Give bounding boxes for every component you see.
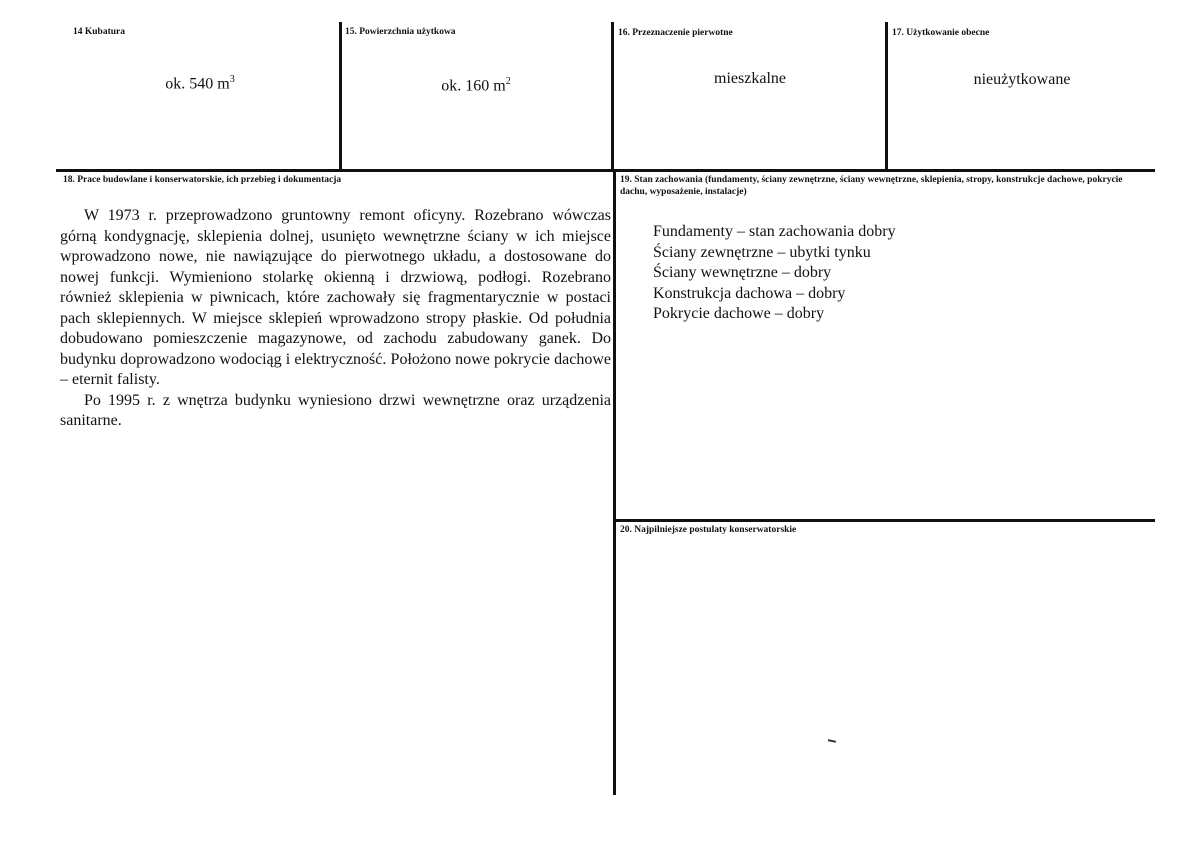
stray-pen-mark — [828, 739, 836, 742]
field-16-label: 16. Przeznaczenie pierwotne — [618, 28, 733, 38]
field-15-value — [376, 76, 576, 95]
section-19-item: Konstrukcja dachowa – dobry — [653, 284, 846, 302]
section-19-list — [653, 222, 896, 325]
section-19-item: Fundamenty – stan zachowania dobry — [653, 223, 896, 240]
field-14-value — [100, 74, 300, 93]
field-15-value-sup: 2 — [505, 76, 511, 87]
section-18-text — [60, 206, 611, 432]
section-19-item: Pokrycie dachowe – dobry — [653, 305, 825, 322]
section-19-label: 19. Stan zachowania (fundamenty, ściany zewnętrzne, ściany wewnętrzne, sklepienia, stropy, konstrukcje dachowe, pokrycie dachu, wyposażenie, instalacje) — [620, 175, 1123, 197]
field-14-label: 14 Kubatura — [73, 27, 125, 37]
divider-h-top-row — [56, 169, 1155, 172]
divider-v-15-16 — [611, 22, 614, 170]
divider-v-main — [613, 169, 616, 795]
divider-v-16-17 — [885, 22, 888, 170]
section-18-paragraph-1: W 1973 r. przeprowadzono gruntowny remont oficyny. Rozebrano wówczas górną kondygnację, sklepienia dolnej, usunięto wewnętrzne ściany w ich miejsce wprowadzono nowe, nie nawiązujące do pierwotnego układu, a dostosowane do nowej funkcji. Wymieniono stolarkę okienną i drzwiową, podłogi. Rozebrano również sklepienia w piwnicach, które zachowały się fragmentarycznie w postaci pach sklepiennych. W miejsce sklepień wprowadzono stropy płaskie. Od południa dobudowano pomieszczenie magazynowe, od zachodu zabudowany ganek. Do budynku doprowadzono wodociąg i elektryczność. Położono nowe pokrycie dachowe – eternit falisty. — [60, 207, 611, 388]
section-20-label: 20. Najpilniejsze postulaty konserwatorskie — [620, 525, 797, 535]
field-16-value: mieszkalne — [714, 70, 786, 87]
field-14-value-text: ok. 540 m — [165, 75, 230, 93]
section-18-paragraph-2: Po 1995 r. z wnętrza budynku wyniesiono drzwi wewnętrzne oraz urządzenia sanitarne. — [60, 391, 611, 429]
divider-v-14-15 — [339, 22, 342, 170]
field-15-value-text: ok. 160 m — [441, 77, 506, 95]
field-14-value-sup: 3 — [229, 74, 235, 85]
divider-h-19-20 — [613, 519, 1155, 522]
section-18-label: 18. Prace budowlane i konserwatorskie, ich przebieg i dokumentacja — [63, 175, 342, 185]
section-19-item: Ściany wewnętrzne – dobry — [653, 264, 832, 281]
field-15-label: 15. Powierzchnia użytkowa — [345, 27, 456, 37]
section-19-item: Ściany zewnętrzne – ubytki tynku — [653, 243, 871, 261]
field-17-value: nieużytkowane — [973, 71, 1071, 88]
field-17-label: 17. Użytkowanie obecne — [892, 28, 990, 38]
